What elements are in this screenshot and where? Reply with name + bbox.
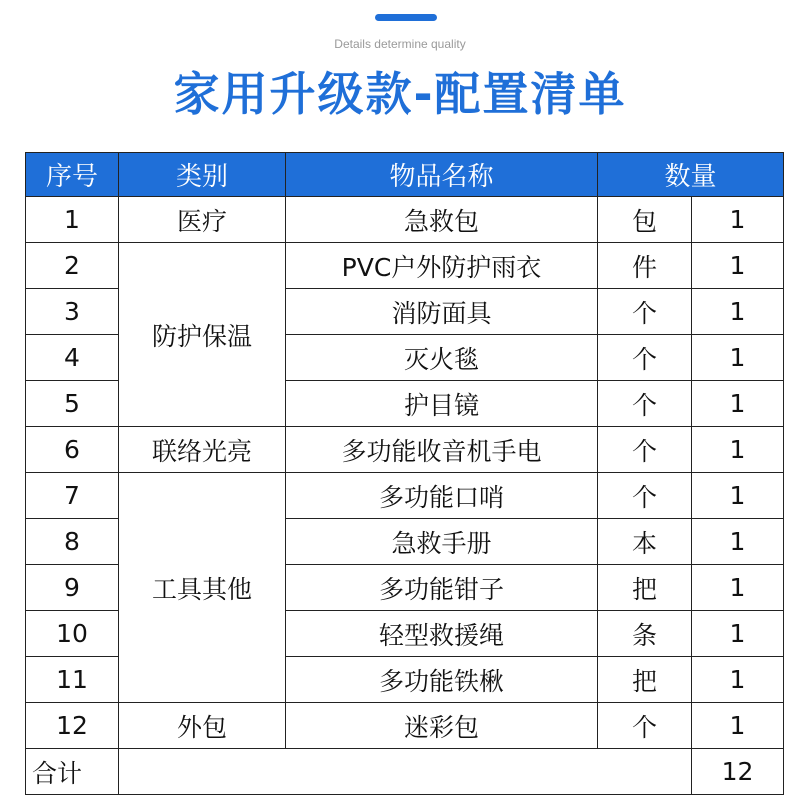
cell-name: 护目镜 (286, 381, 598, 427)
cell-count: 1 (692, 427, 784, 473)
cell-count: 1 (692, 703, 784, 749)
total-row (26, 749, 784, 795)
header-name: 物品名称 (286, 153, 598, 197)
cell-category: 联络光亮 (119, 427, 286, 473)
cell-name: 急救包 (286, 197, 598, 243)
cell-unit: 个 (598, 335, 692, 381)
table-row (26, 427, 784, 473)
cell-unit: 个 (598, 427, 692, 473)
table-header-row (26, 153, 784, 197)
cell-category: 外包 (119, 703, 286, 749)
header-qty: 数量 (598, 153, 784, 197)
header-seq: 序号 (26, 153, 119, 197)
cell-unit: 件 (598, 243, 692, 289)
cell-seq: 3 (26, 289, 119, 335)
cell-seq: 9 (26, 565, 119, 611)
cell-unit: 把 (598, 657, 692, 703)
config-table (25, 152, 784, 795)
page-title: 家用升级款-配置清单 (173, 67, 627, 121)
cell-seq: 7 (26, 473, 119, 519)
cell-unit: 个 (598, 703, 692, 749)
table-row (26, 473, 784, 519)
total-spacer (119, 749, 692, 795)
cell-count: 1 (692, 381, 784, 427)
cell-count: 1 (692, 197, 784, 243)
cell-seq: 10 (26, 611, 119, 657)
table-row (26, 197, 784, 243)
cell-name: 灭火毯 (286, 335, 598, 381)
cell-unit: 包 (598, 197, 692, 243)
cell-unit: 条 (598, 611, 692, 657)
total-label: 合计 (26, 749, 119, 795)
cell-seq: 6 (26, 427, 119, 473)
cell-count: 1 (692, 243, 784, 289)
cell-name: 多功能口哨 (286, 473, 598, 519)
cell-unit: 个 (598, 473, 692, 519)
cell-name: 多功能收音机手电 (286, 427, 598, 473)
cell-seq: 4 (26, 335, 119, 381)
cell-unit: 个 (598, 289, 692, 335)
cell-count: 1 (692, 611, 784, 657)
cell-name: 多功能钳子 (286, 565, 598, 611)
cell-name: 消防面具 (286, 289, 598, 335)
cell-count: 1 (692, 519, 784, 565)
cell-count: 1 (692, 657, 784, 703)
cell-count: 1 (692, 335, 784, 381)
accent-bar (375, 14, 437, 21)
cell-category: 医疗 (119, 197, 286, 243)
subtitle: Details determine quality (334, 37, 466, 51)
cell-unit: 把 (598, 565, 692, 611)
cell-name: 轻型救援绳 (286, 611, 598, 657)
cell-name: 急救手册 (286, 519, 598, 565)
cell-seq: 11 (26, 657, 119, 703)
cell-unit: 本 (598, 519, 692, 565)
cell-seq: 8 (26, 519, 119, 565)
cell-count: 1 (692, 473, 784, 519)
cell-seq: 2 (26, 243, 119, 289)
cell-category: 防护保温 (119, 243, 286, 427)
cell-name: PVC户外防护雨衣 (286, 243, 598, 289)
cell-seq: 5 (26, 381, 119, 427)
cell-count: 1 (692, 565, 784, 611)
cell-category: 工具其他 (119, 473, 286, 703)
header-category: 类别 (119, 153, 286, 197)
cell-name: 迷彩包 (286, 703, 598, 749)
total-value: 12 (692, 749, 784, 795)
cell-seq: 1 (26, 197, 119, 243)
cell-name: 多功能铁楸 (286, 657, 598, 703)
cell-seq: 12 (26, 703, 119, 749)
cell-unit: 个 (598, 381, 692, 427)
table-row (26, 243, 784, 289)
table-row (26, 703, 784, 749)
cell-count: 1 (692, 289, 784, 335)
